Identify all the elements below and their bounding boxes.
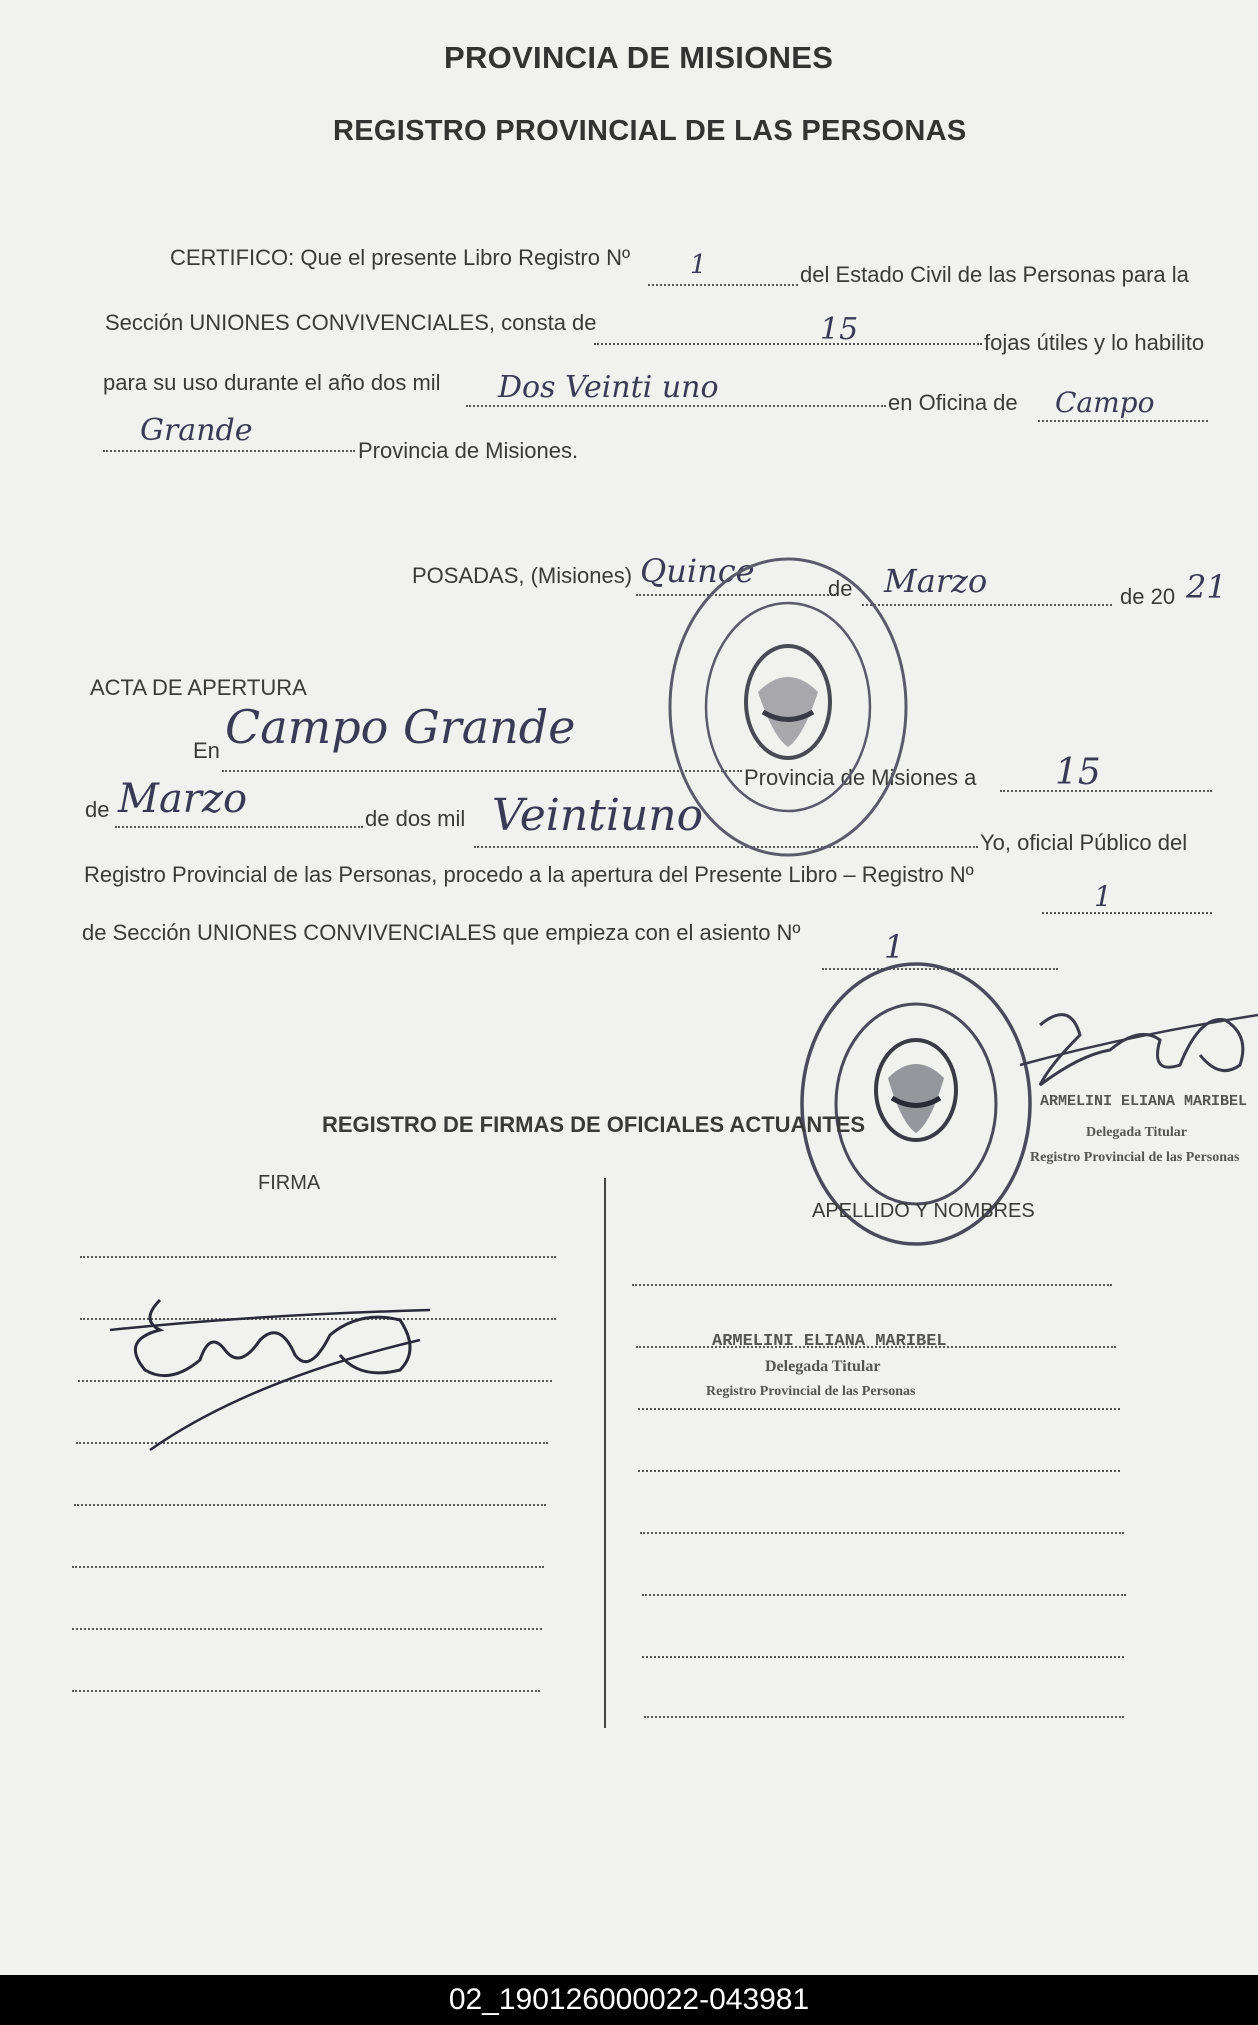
de-label-1: de <box>828 576 853 601</box>
oficina-value: Campo <box>1055 386 1155 419</box>
nombre-line <box>638 1408 1120 1410</box>
nombre-line <box>642 1656 1124 1658</box>
acta-line4: de Sección UNIONES CONVIVENCIALES que empieza con el asiento Nº <box>82 920 801 945</box>
stamp-upper-role: Delegada Titular <box>1086 1125 1187 1140</box>
de-label-2: de 20 <box>1120 584 1176 609</box>
signature-upper-icon <box>1010 995 1258 1105</box>
registro-no-value: 1 <box>1094 880 1112 913</box>
en-label: En <box>193 738 220 763</box>
nombre-line <box>640 1532 1124 1534</box>
official-seal-upper-icon <box>663 552 913 862</box>
stamp-lower-role: Delegada Titular <box>765 1358 881 1375</box>
firmas-heading: REGISTRO DE FIRMAS DE OFICIALES ACTUANTES <box>322 1112 866 1137</box>
registro-no-line <box>1042 912 1212 914</box>
oficina-label: en Oficina de <box>888 390 1018 415</box>
place-value: Campo Grande <box>225 700 576 754</box>
column-divider <box>604 1178 606 1728</box>
acta-de-label: de <box>85 797 110 822</box>
grande-line <box>103 450 355 452</box>
grande-value: Grande <box>140 413 253 448</box>
apellido-column-label: APELLIDO Y NOMBRES <box>812 1200 1035 1222</box>
certifico-after-no: del Estado Civil de las Personas para la <box>800 262 1189 287</box>
firma-line <box>74 1504 546 1506</box>
document-id: 02_190126000022-043981 <box>448 1983 810 2016</box>
footer-bar <box>0 1975 1258 2025</box>
acta-heading: ACTA DE APERTURA <box>90 675 307 700</box>
libro-no-line <box>648 284 798 286</box>
asiento-no-value: 1 <box>884 928 905 966</box>
year-suffix-value: 21 <box>1186 568 1227 606</box>
signature-lower-icon <box>100 1280 440 1460</box>
year-line <box>466 405 886 407</box>
acta-day-value: 15 <box>1055 752 1101 793</box>
provincia-end: Provincia de Misiones. <box>358 438 579 463</box>
acta-year-value: Veintiuno <box>492 790 704 841</box>
month-value: Marzo <box>884 562 988 600</box>
uso-label: para su uso durante el año dos mil <box>103 370 441 395</box>
oficina-line <box>1038 420 1208 422</box>
acta-day-line <box>1000 790 1212 792</box>
title-provincia: PROVINCIA DE MISIONES <box>444 40 834 75</box>
day-value: Quince <box>640 552 755 590</box>
stamp-lower-office: Registro Provincial de las Personas <box>706 1384 916 1399</box>
acta-line3: Registro Provincial de las Personas, procedo a la apertura del Presente Libro – Registro Nº <box>84 862 974 887</box>
firma-line <box>72 1628 542 1630</box>
nombre-line <box>638 1470 1120 1472</box>
de-dos-mil-label: de dos mil <box>365 806 466 831</box>
fojas-end: fojas útiles y lo habilito <box>984 330 1205 355</box>
firma-line <box>72 1566 544 1568</box>
stamp-upper-name: ARMELINI ELIANA MARIBEL <box>1040 1093 1248 1110</box>
fojas-value: 15 <box>820 312 859 347</box>
nombre-line <box>642 1594 1126 1596</box>
seccion-label: Sección UNIONES CONVIVENCIALES, consta de <box>105 310 597 335</box>
stamp-lower-name: ARMELINI ELIANA MARIBEL <box>712 1332 947 1351</box>
firma-column-label: FIRMA <box>258 1172 321 1194</box>
title-registro: REGISTRO PROVINCIAL DE LAS PERSONAS <box>333 115 967 147</box>
fojas-line <box>594 343 982 345</box>
libro-no-value: 1 <box>690 250 707 280</box>
certifico-label: CERTIFICO: Que el presente Libro Registro Nº <box>170 245 631 270</box>
nombre-line <box>644 1716 1124 1718</box>
year-value: Dos Veinti uno <box>498 370 719 405</box>
yo-oficial-label: Yo, oficial Público del <box>980 830 1188 855</box>
nombre-line <box>632 1284 1112 1286</box>
firma-line <box>72 1690 540 1692</box>
posadas-label: POSADAS, (Misiones) <box>412 563 633 588</box>
provincia-a-label: Provincia de Misiones a <box>744 765 977 790</box>
seal-outer-text <box>0 0 1 1</box>
acta-month-value: Marzo <box>118 776 248 822</box>
firma-line <box>80 1256 556 1258</box>
acta-month-line <box>115 826 363 828</box>
stamp-upper-office: Registro Provincial de las Personas <box>1030 1150 1240 1165</box>
